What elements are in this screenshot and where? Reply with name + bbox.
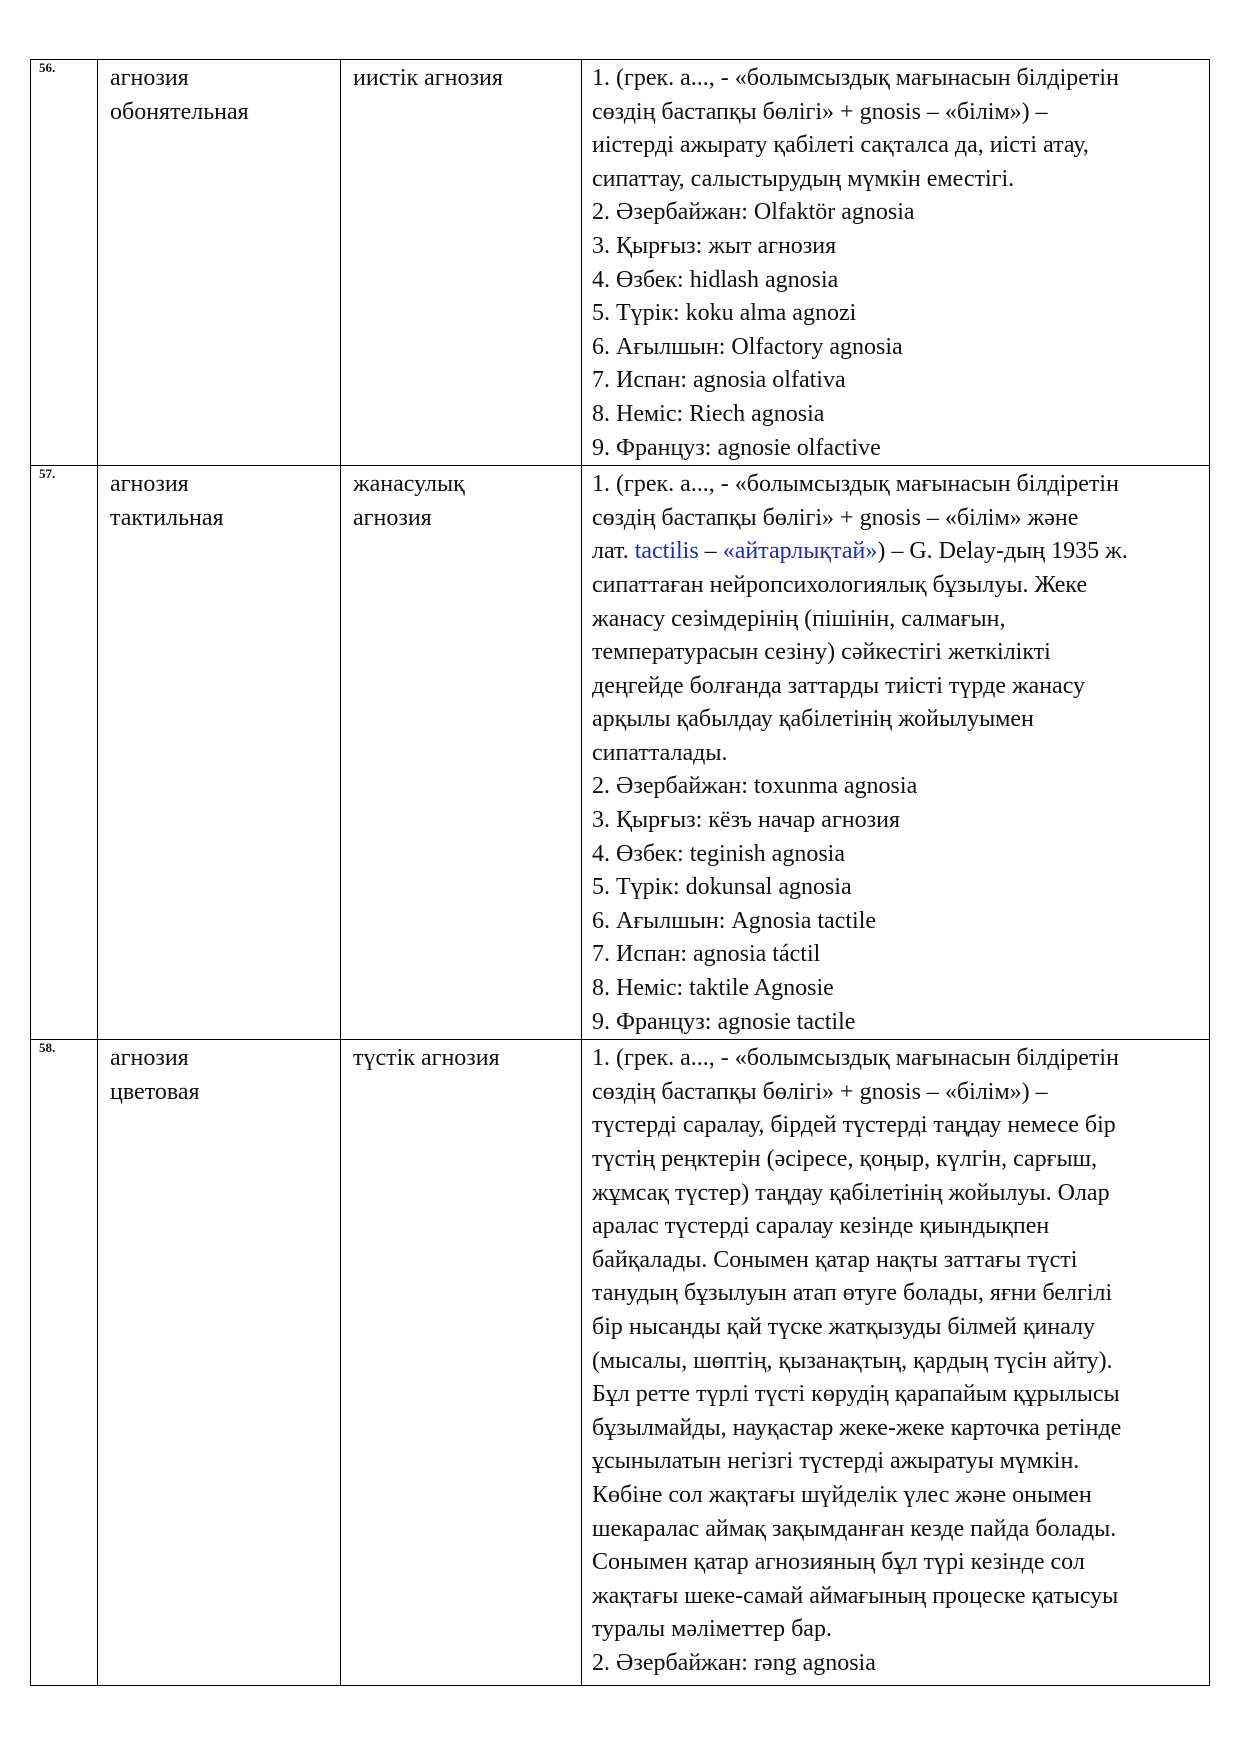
table-row: [31, 466, 1210, 1040]
definition-line: сипаттаған нейропсихологиялық бұзылуы. Жеке: [592, 571, 1088, 598]
translation-line: 2. Әзербайжан: toxunma agnosia: [592, 773, 918, 800]
definition-line: сөздің бастапқы бөлігі» + gnosis – «білім» және: [592, 504, 1079, 531]
definition-line: бір нысанды қай түске жатқызуды білмей қиналу: [592, 1313, 1096, 1340]
term-line: жанасулық: [353, 471, 465, 498]
translation-line: 6. Ағылшын: Agnosia tactile: [592, 907, 877, 934]
translation-line: 3. Қырғыз: жыт агнозия: [592, 232, 837, 259]
translation-line: 4. Өзбек: hidlash agnosia: [592, 266, 839, 293]
definition-line: температурасын сезіну) сәйкестігі жеткілікті: [592, 639, 1051, 666]
kazakh-term: [341, 1040, 582, 1686]
definition-line: жанасу сезімдерінің (пішінін, салмағын,: [592, 605, 1006, 632]
definition-line: танудың бұзылуын атап өтуге болады, яғни белгілі: [592, 1280, 1113, 1307]
translation-line: 5. Түрік: koku alma agnozi: [592, 300, 857, 327]
term-line: түстік агнозия: [353, 1045, 500, 1072]
definition-line: ұсынылатын негізгі түстерді ажыратуы мүмкін.: [592, 1448, 1080, 1475]
definition-line: арқылы қабылдау қабілетінің жойылуымен: [592, 706, 1034, 733]
definition-line: иістерді ажырату қабілеті сақталса да, иісті атау,: [592, 132, 1089, 159]
kazakh-term: [341, 60, 582, 466]
entry-number: 57.: [31, 466, 98, 1040]
translation-line: 7. Испан: agnosia olfativa: [592, 367, 846, 394]
table-row: [31, 1040, 1210, 1686]
definition-line: Сонымен қатар агнозияның бұл түрі кезінде сол: [592, 1549, 1085, 1576]
translation-line: 2. Әзербайжан: rəng agnosia: [592, 1649, 876, 1676]
translation-line: 3. Қырғыз: кёзъ начар агнозия: [592, 807, 901, 834]
russian-term: [98, 60, 341, 466]
definition-line: 1. (грек. а..., - «болымсыздық мағынасын білдіретін: [592, 65, 1119, 91]
translation-line: 8. Неміс: Riech agnosia: [592, 400, 825, 427]
definition-line: түстерді саралау, бірдей түстерді таңдау немесе бір: [592, 1112, 1116, 1139]
definition-line: бұзылмайды, науқастар жеке-жеке карточка ретінде: [592, 1414, 1122, 1441]
definition-line: Бұл ретте түрлі түсті көрудің қарапайым құрылысы: [592, 1381, 1120, 1408]
definition-line: байқалады. Сонымен қатар нақты заттағы түсті: [592, 1246, 1078, 1273]
definition-suffix: ) – G. Delay-дың 1935 ж.: [877, 538, 1128, 565]
definition-line: деңгейде болғанда заттарды тиісті түрде жанасу: [592, 672, 1086, 699]
definition-line: шекаралас аймақ зақымданған кезде пайда болады.: [592, 1515, 1117, 1542]
translation-line: 9. Француз: agnosie olfactive: [592, 434, 881, 461]
definition-line: 1. (грек. а..., - «болымсыздық мағынасын білдіретін: [592, 471, 1119, 498]
definition-line: аралас түстерді саралау кезінде қиындықпен: [592, 1213, 1050, 1240]
translation-line: 6. Ағылшын: Olfactory agnosia: [592, 333, 903, 360]
term-line: тактильная: [110, 504, 224, 531]
definition-line: сипаттау, салыстырудың мүмкін еместігі.: [592, 165, 1015, 192]
kazakh-term: [341, 466, 582, 1040]
translation-line: 5. Түрік: dokunsal agnosia: [592, 874, 852, 901]
definition-cell: [582, 466, 1210, 1040]
latin-gloss: «айтарлықтай»: [722, 538, 878, 565]
definition-line: түстің реңктерін (әсіресе, қоңыр, күлгін, сарғыш,: [592, 1146, 1098, 1172]
definition-line: 1. (грек. а..., - «болымсыздық мағынасын білдіретін: [592, 1045, 1119, 1072]
translation-line: 8. Неміс: taktile Agnosie: [592, 975, 834, 1002]
definition-cell: [582, 60, 1210, 466]
russian-term: [98, 1040, 341, 1686]
translation-line: 4. Өзбек: teginish agnosia: [592, 840, 845, 867]
definition-line: сөздің бастапқы бөлігі» + gnosis – «білім») –: [592, 1078, 1048, 1105]
definition-line: сипатталады.: [592, 739, 728, 766]
term-line: обонятельная: [110, 98, 249, 125]
translation-line: 2. Әзербайжан: Olfaktör agnosia: [592, 199, 915, 226]
entry-number: 56.: [31, 60, 98, 466]
term-line: иистік агнозия: [353, 65, 503, 91]
latin-term: tactilis: [634, 538, 699, 565]
translation-line: 7. Испан: agnosia táctil: [592, 941, 821, 968]
term-line: агнозия: [110, 471, 189, 498]
dash: –: [704, 538, 717, 565]
definition-line: туралы мәліметтер бар.: [592, 1616, 832, 1643]
terminology-table: [30, 59, 1210, 1686]
table-row: [31, 60, 1210, 466]
latin-prefix: лат.: [592, 538, 629, 565]
definition-cell: [582, 1040, 1210, 1686]
definition-line: жақтағы шеке-самай аймағының процеске қатысуы: [592, 1582, 1119, 1609]
term-line: агнозия: [110, 65, 189, 91]
definition-line: Көбіне сол жақтағы шүйделік үлес және онымен: [592, 1481, 1092, 1508]
definition-line: (мысалы, шөптің, қызанақтың, қардың түсін айту).: [592, 1347, 1113, 1374]
term-line: агнозия: [353, 504, 432, 531]
translation-line: 9. Француз: agnosie tactile: [592, 1008, 856, 1035]
definition-line: жұмсақ түстер) таңдау қабілетінің жойылуы. Олар: [592, 1179, 1110, 1206]
term-line: агнозия: [110, 1045, 189, 1072]
term-line: цветовая: [110, 1078, 200, 1105]
definition-line: [592, 535, 1203, 569]
definition-line: сөздің бастапқы бөлігі» + gnosis – «білім») –: [592, 98, 1048, 125]
russian-term: [98, 466, 341, 1040]
entry-number: 58.: [31, 1040, 98, 1686]
